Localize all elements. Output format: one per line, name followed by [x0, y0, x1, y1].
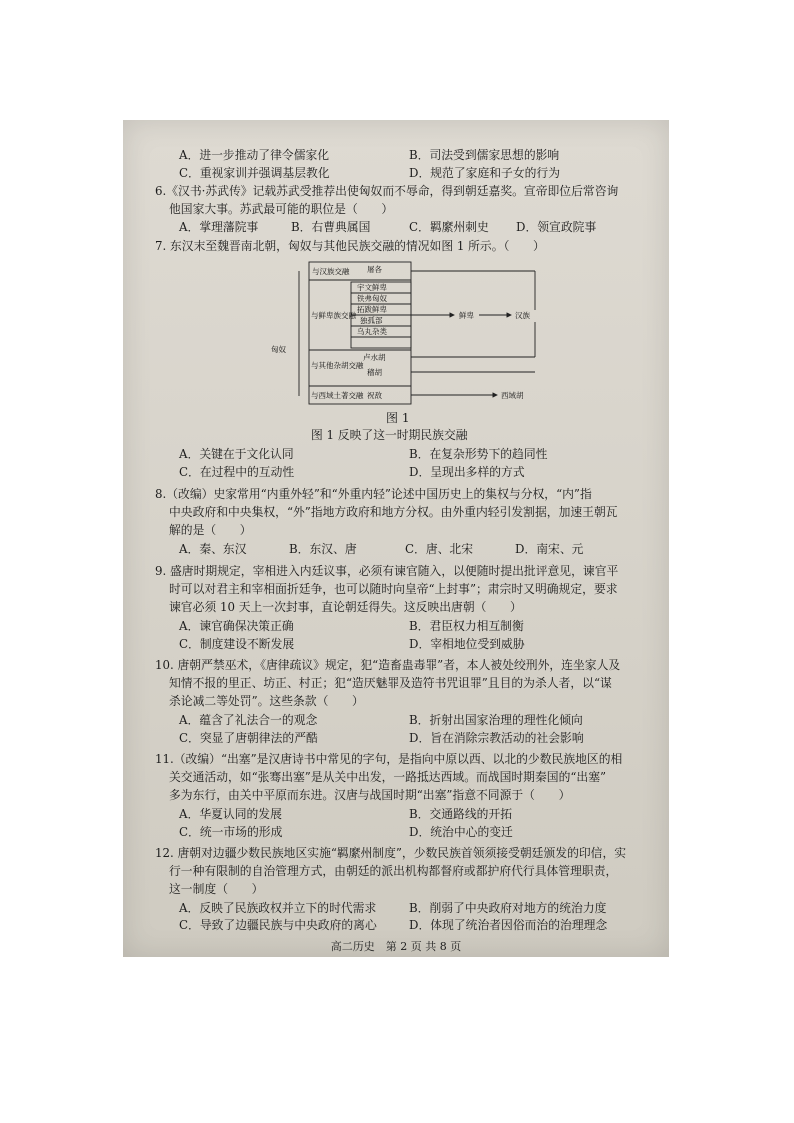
q7-option-a[interactable]: A．关键在于文化认同: [179, 447, 294, 461]
q6-stem-cont: 他国家大事。苏武最可能的职位是（ ）: [169, 202, 394, 216]
fig-item: 祝敌: [367, 391, 382, 400]
q5-option-a[interactable]: A．进一步推动了律令儒家化: [179, 148, 330, 162]
fig-item: 独孤部: [360, 316, 383, 325]
q8-option-d[interactable]: D．南宋、元: [515, 542, 584, 556]
q6-stem: 6.《汉书·苏武传》记载苏武受推荐出使匈奴而不辱命，得到朝廷嘉奖。宣帝即位后常咨询: [155, 184, 619, 198]
q7-option-d[interactable]: D．呈现出多样的方式: [409, 465, 525, 479]
q5-option-b[interactable]: B．司法受到儒家思想的影响: [409, 148, 560, 162]
fig-item: 卢水胡: [363, 353, 386, 362]
q10-stem-cont: 知情不报的里正、坊正、村正；犯“造厌魅罪及造符书咒诅罪”且目的为杀人者，以“谋: [169, 676, 612, 690]
fig-group-han: 与汉族交融: [312, 267, 350, 276]
q8-option-c[interactable]: C．唐、北宋: [405, 542, 474, 556]
q10-option-a[interactable]: A．蕴含了礼法合一的观念: [179, 713, 318, 727]
q7-option-b[interactable]: B．在复杂形势下的趋同性: [409, 447, 548, 461]
fig-right-xiyu: 西域胡: [501, 391, 524, 400]
q7-option-c[interactable]: C．在过程中的互动性: [179, 465, 295, 479]
q8-stem-cont2: 解的是（ ）: [169, 523, 252, 537]
q9-option-a[interactable]: A．谏官确保决策正确: [179, 619, 294, 633]
fig-right-han: 汉族: [515, 311, 530, 320]
q6-option-c[interactable]: C．羁縻州刺史: [409, 220, 489, 234]
q8-option-b[interactable]: B．东汉、唐: [289, 542, 357, 556]
q9-option-b[interactable]: B．君臣权力相互制衡: [409, 619, 524, 633]
fig-group-xianbei: 与鲜卑族交融: [311, 311, 356, 320]
q6-option-a[interactable]: A．掌理藩院事: [179, 220, 259, 234]
q11-option-c[interactable]: C．统一市场的形成: [179, 825, 283, 839]
fig-item: 稽胡: [367, 368, 382, 377]
fig-group-other: 与其他杂胡交融: [311, 361, 364, 370]
q12-option-b[interactable]: B．削弱了中央政府对地方的统治力度: [409, 901, 607, 915]
q8-stem-cont: 中央政府和中央集权，“外”指地方政府和地方分权。由外重内轻引发割据，加速王朝瓦: [169, 505, 618, 519]
q12-stem-cont2: 这一制度（ ）: [169, 882, 264, 896]
figure-1-diagram: [269, 256, 569, 408]
fig-item: 宇文鲜卑: [357, 283, 387, 292]
q9-option-d[interactable]: D．宰相地位受到威胁: [409, 637, 525, 651]
fig-group-xiyu: 与西域土著交融: [311, 391, 364, 400]
fig-mid-label: 鲜卑: [459, 311, 474, 320]
q7-stem-2: 图 1 反映了这一时期民族交融: [311, 428, 468, 442]
q6-option-d[interactable]: D．领宣政院事: [516, 220, 597, 234]
q11-stem-cont2: 多为东行，由关中平原而东进。汉唐与战国时期“出塞”指意不同源于（ ）: [169, 788, 571, 802]
q11-option-a[interactable]: A．华夏认同的发展: [179, 807, 282, 821]
q10-option-d[interactable]: D．旨在消除宗教活动的社会影响: [409, 731, 584, 745]
q10-option-c[interactable]: C．突显了唐朝律法的严酷: [179, 731, 318, 745]
q12-stem-cont: 行一种有限制的自治管理方式，由朝廷的派出机构都督府或都护府代行具体管理职责，: [169, 864, 618, 878]
page-footer: 高二历史 第 2 页 共 8 页: [330, 940, 462, 953]
exam-page-photo: [123, 120, 669, 957]
q6-option-b[interactable]: B．右曹典属国: [291, 220, 371, 234]
q9-stem: 9. 盛唐时期规定，宰相进入内廷议事，必须有谏官随入，以便随时提出批评意见，谏官平: [155, 564, 619, 578]
q5-option-d[interactable]: D．规范了家庭和子女的行为: [409, 166, 561, 180]
q8-stem: 8.（改编）史家常用“内重外轻”和“外重内轻”论述中国历史上的集权与分权，“内”指: [155, 487, 592, 501]
q5-option-c[interactable]: C．重视家训并强调基层教化: [179, 166, 330, 180]
q9-stem-cont: 时可以对君主和宰相面折廷争，也可以随时向皇帝“上封事”；肃宗时又明确规定，要求: [169, 582, 618, 596]
q12-stem: 12. 唐朝对边疆少数民族地区实施“羁縻州制度”，少数民族首领须接受朝廷颁发的印信，实: [155, 846, 627, 860]
fig-item: 屠各: [367, 265, 382, 274]
q8-option-a[interactable]: A．秦、东汉: [179, 542, 247, 556]
q10-option-b[interactable]: B．折射出国家治理的理性化倾向: [409, 713, 583, 727]
q11-option-d[interactable]: D．统治中心的变迁: [409, 825, 513, 839]
fig-left-label: 匈奴: [271, 345, 286, 354]
q11-stem-cont: 关交通活动，如“张骞出塞”是从关中出发，一路抵达西域。而战国时期秦国的“出塞”: [169, 770, 607, 784]
q11-stem: 11.（改编）“出塞”是汉唐诗书中常见的字句，是指向中原以西、以北的少数民族地区的相: [155, 752, 623, 766]
fig-item: 拓跋鲜卑: [357, 305, 387, 314]
q12-option-d[interactable]: D．体现了统治者因俗而治的治理理念: [409, 918, 608, 932]
q9-option-c[interactable]: C．制度建设不断发展: [179, 637, 295, 651]
q10-stem: 10. 唐朝严禁巫术，《唐律疏议》规定，犯“造畜蛊毒罪”者，本人被处绞刑外，连坐家人及: [155, 658, 621, 672]
figure-caption: 图 1: [386, 411, 410, 425]
q10-stem-cont2: 杀论减二等处罚”。这些条款（ ）: [169, 694, 364, 708]
fig-item: 铁弗匈奴: [357, 294, 387, 303]
q11-option-b[interactable]: B．交通路线的开拓: [409, 807, 513, 821]
q12-option-c[interactable]: C．导致了边疆民族与中央政府的离心: [179, 918, 377, 932]
q9-stem-cont2: 谏官必须 10 天上一次封事，直论朝廷得失。这反映出唐朝（ ）: [169, 600, 522, 614]
q7-stem: 7. 东汉末至魏晋南北朝，匈奴与其他民族交融的情况如图 1 所示。（ ）: [155, 239, 545, 253]
fig-item: 乌丸杂类: [357, 327, 387, 336]
q12-option-a[interactable]: A．反映了民族政权并立下的时代需求: [179, 901, 377, 915]
